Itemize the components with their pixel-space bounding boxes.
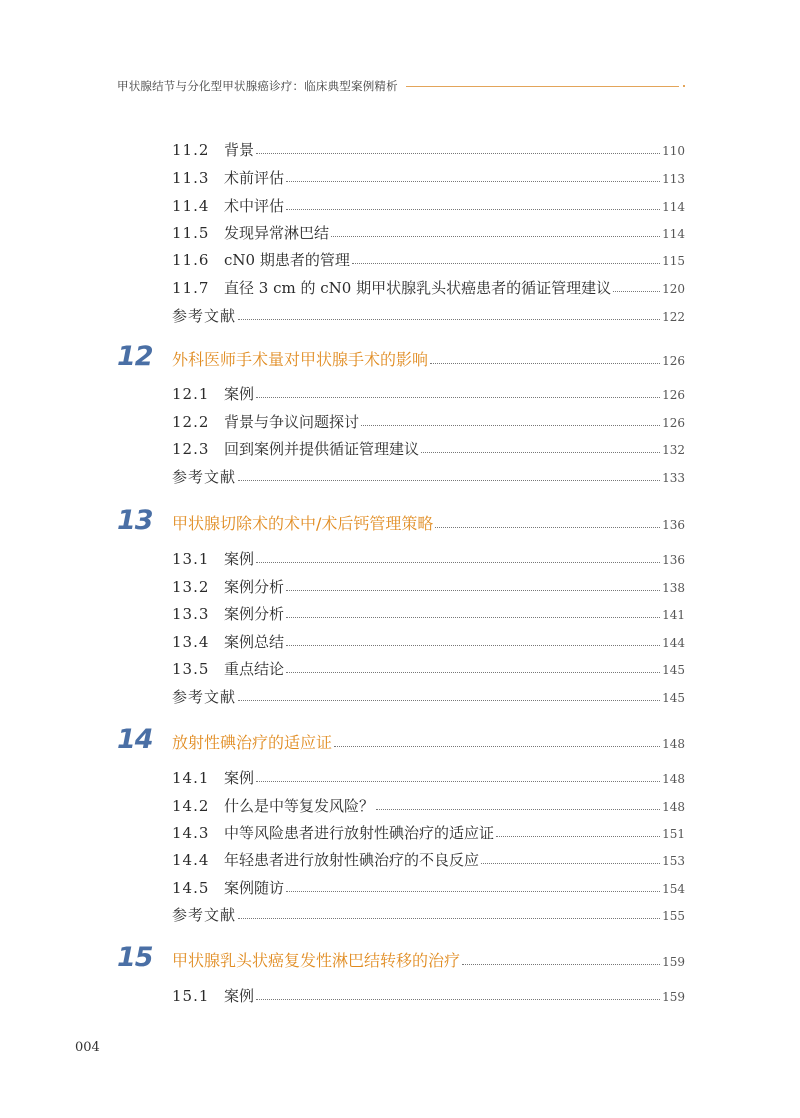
chapter-number: 13 <box>117 505 153 536</box>
dot-leader <box>256 781 660 782</box>
section-title: 案例分析 <box>224 578 285 596</box>
dot-leader <box>421 452 660 453</box>
section-number: 14.3 <box>172 824 210 842</box>
toc-section-entry[interactable] <box>172 576 685 598</box>
toc-section-entry[interactable] <box>172 631 685 653</box>
entry-page-number: 114 <box>662 200 685 214</box>
chapter-number: 15 <box>117 942 153 973</box>
section-number: 13.3 <box>172 605 210 623</box>
section-number: 11.3 <box>172 169 210 187</box>
section-title: 案例 <box>224 769 255 787</box>
page-number: 004 <box>75 1040 100 1055</box>
dot-leader <box>238 480 660 481</box>
section-title: 回到案例并提供循证管理建议 <box>224 440 420 458</box>
entry-page-number: 110 <box>662 144 685 158</box>
header-rule <box>406 86 679 87</box>
chapter-page-number: 148 <box>662 737 685 751</box>
entry-page-number: 155 <box>662 909 685 923</box>
chapter-title: 放射性碘治疗的适应证 <box>172 733 333 752</box>
toc-section-entry[interactable] <box>172 277 685 299</box>
entry-page-number: 144 <box>662 636 685 650</box>
dot-leader <box>238 700 660 701</box>
chapter-title: 甲状腺乳头状癌复发性淋巴结转移的治疗 <box>172 951 461 970</box>
dot-leader <box>435 527 660 528</box>
section-number: 14.5 <box>172 879 210 897</box>
chapter-title: 甲状腺切除术的术中/术后钙管理策略 <box>172 514 434 533</box>
references-label: 参考文献 <box>172 307 237 325</box>
toc-references-entry[interactable] <box>172 305 685 327</box>
toc-section-entry[interactable] <box>172 139 685 161</box>
section-number: 11.7 <box>172 279 210 297</box>
section-number: 11.5 <box>172 224 210 242</box>
toc-section-entry[interactable] <box>172 249 685 271</box>
section-number: 11.4 <box>172 197 210 215</box>
section-title: 中等风险患者进行放射性碘治疗的适应证 <box>224 824 495 842</box>
section-title: 术中评估 <box>224 197 285 215</box>
toc-section-entry[interactable] <box>172 222 685 244</box>
section-title: 什么是中等复发风险？ <box>224 797 375 815</box>
entry-page-number: 115 <box>662 254 685 268</box>
entry-page-number: 120 <box>662 282 685 296</box>
toc-section-entry[interactable] <box>172 383 685 405</box>
section-number: 15.1 <box>172 987 210 1005</box>
references-label: 参考文献 <box>172 906 237 924</box>
entry-page-number: 122 <box>662 310 685 324</box>
entry-page-number: 132 <box>662 443 685 457</box>
dot-leader <box>462 964 660 965</box>
toc-section-entry[interactable] <box>172 877 685 899</box>
section-title: 背景与争议问题探讨 <box>224 413 360 431</box>
entry-page-number: 138 <box>662 581 685 595</box>
section-title: 术前评估 <box>224 169 285 187</box>
toc-section-entry[interactable] <box>172 167 685 189</box>
dot-leader <box>286 209 660 210</box>
section-number: 14.4 <box>172 851 210 869</box>
entry-page-number: 145 <box>662 691 685 705</box>
dot-leader <box>430 363 660 364</box>
section-title: 年轻患者进行放射性碘治疗的不良反应 <box>224 851 480 869</box>
section-number: 13.4 <box>172 633 210 651</box>
dot-leader <box>496 836 660 837</box>
section-title: 案例总结 <box>224 633 285 651</box>
section-number: 12.3 <box>172 440 210 458</box>
dot-leader <box>286 672 660 673</box>
entry-page-number: 126 <box>662 388 685 402</box>
header-rule-end-dot <box>683 85 685 87</box>
section-title: 案例 <box>224 550 255 568</box>
section-number: 13.2 <box>172 578 210 596</box>
chapter-heading[interactable] <box>117 942 685 976</box>
section-title: 直径 3 cm 的 cN0 期甲状腺乳头状癌患者的循证管理建议 <box>224 279 612 297</box>
toc-section-entry[interactable] <box>172 795 685 817</box>
toc-section-entry[interactable] <box>172 822 685 844</box>
toc-section-entry[interactable] <box>172 548 685 570</box>
chapter-number: 12 <box>117 341 153 372</box>
dot-leader <box>238 918 660 919</box>
entry-page-number: 148 <box>662 800 685 814</box>
dot-leader <box>334 746 660 747</box>
chapter-heading[interactable] <box>117 505 685 539</box>
entry-page-number: 126 <box>662 416 685 430</box>
entry-page-number: 154 <box>662 882 685 896</box>
section-number: 14.2 <box>172 797 210 815</box>
chapter-title: 外科医师手术量对甲状腺手术的影响 <box>172 350 429 369</box>
entry-page-number: 153 <box>662 854 685 868</box>
dot-leader <box>238 319 660 320</box>
dot-leader <box>286 645 660 646</box>
chapter-heading[interactable] <box>117 341 685 375</box>
references-label: 参考文献 <box>172 468 237 486</box>
dot-leader <box>286 617 660 618</box>
section-title: 重点结论 <box>224 660 285 678</box>
entry-page-number: 151 <box>662 827 685 841</box>
dot-leader <box>286 181 660 182</box>
section-title: 背景 <box>224 141 255 159</box>
section-title: 发现异常淋巴结 <box>224 224 330 242</box>
running-header-title: 甲状腺结节与分化型甲状腺癌诊疗：临床典型案例精析 <box>117 79 398 93</box>
section-title: 案例 <box>224 385 255 403</box>
section-number: 11.6 <box>172 251 210 269</box>
chapter-page-number: 136 <box>662 518 685 532</box>
toc-section-entry[interactable] <box>172 658 685 680</box>
section-title: cN0 期患者的管理 <box>224 251 350 269</box>
dot-leader <box>352 263 660 264</box>
entry-page-number: 141 <box>662 608 685 622</box>
entry-page-number: 114 <box>662 227 685 241</box>
dot-leader <box>256 562 660 563</box>
section-number: 11.2 <box>172 141 210 159</box>
toc-section-entry[interactable] <box>172 985 685 1007</box>
toc-references-entry[interactable] <box>172 904 685 926</box>
entry-page-number: 159 <box>662 990 685 1004</box>
section-number: 12.1 <box>172 385 210 403</box>
toc-section-entry[interactable] <box>172 849 685 871</box>
entry-page-number: 113 <box>662 172 685 186</box>
entry-page-number: 133 <box>662 471 685 485</box>
section-title: 案例分析 <box>224 605 285 623</box>
entry-page-number: 136 <box>662 553 685 567</box>
chapter-heading[interactable] <box>117 724 685 758</box>
dot-leader <box>376 809 660 810</box>
dot-leader <box>286 891 660 892</box>
dot-leader <box>331 236 660 237</box>
section-number: 14.1 <box>172 769 210 787</box>
dot-leader <box>256 153 660 154</box>
chapter-page-number: 159 <box>662 955 685 969</box>
dot-leader <box>361 425 660 426</box>
dot-leader <box>613 291 660 292</box>
dot-leader <box>256 999 660 1000</box>
toc-section-entry[interactable] <box>172 195 685 217</box>
dot-leader <box>481 863 660 864</box>
toc-references-entry[interactable] <box>172 686 685 708</box>
toc-section-entry[interactable] <box>172 603 685 625</box>
running-header <box>117 76 685 96</box>
chapter-number: 14 <box>117 724 153 755</box>
section-number: 12.2 <box>172 413 210 431</box>
section-number: 13.1 <box>172 550 210 568</box>
chapter-page-number: 126 <box>662 354 685 368</box>
section-number: 13.5 <box>172 660 210 678</box>
section-title: 案例 <box>224 987 255 1005</box>
toc-references-entry[interactable] <box>172 466 685 488</box>
references-label: 参考文献 <box>172 688 237 706</box>
section-title: 案例随访 <box>224 879 285 897</box>
toc-section-entry[interactable] <box>172 767 685 789</box>
toc-section-entry[interactable] <box>172 438 685 460</box>
dot-leader <box>286 590 660 591</box>
toc-section-entry[interactable] <box>172 411 685 433</box>
entry-page-number: 145 <box>662 663 685 677</box>
dot-leader <box>256 397 660 398</box>
entry-page-number: 148 <box>662 772 685 786</box>
